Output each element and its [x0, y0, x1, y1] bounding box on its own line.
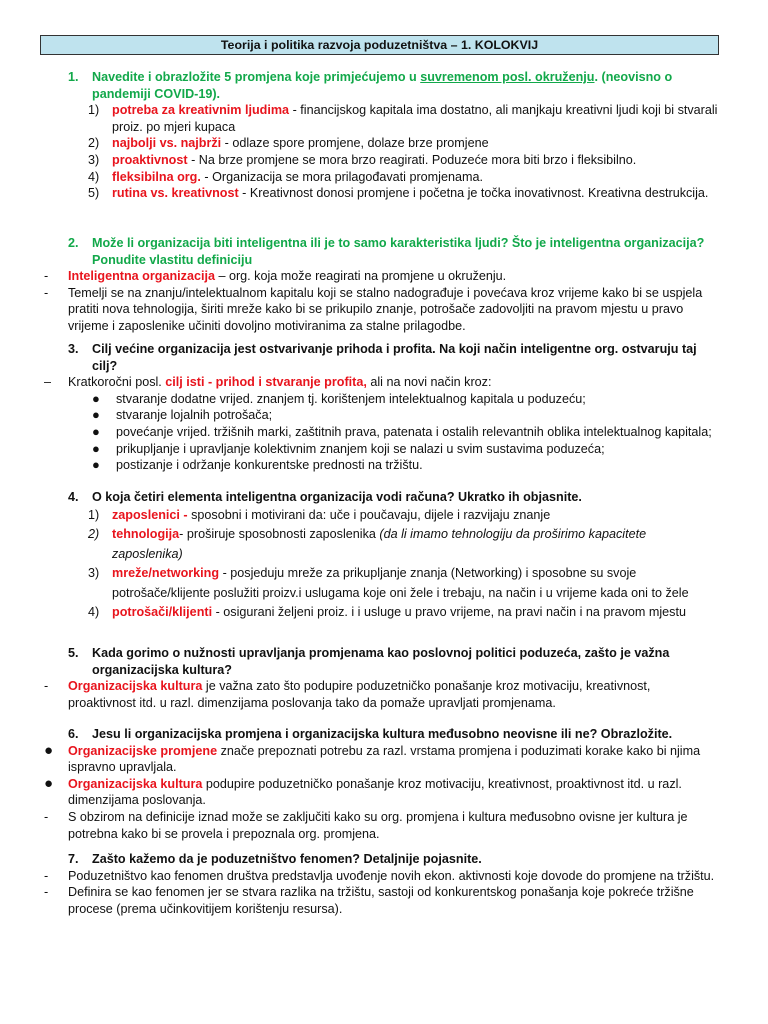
item-text: prikupljanje i upravljanje kolektivnim znanjem koji se nalazi u svim sustavima poduzeća; — [116, 441, 605, 456]
list-item — [88, 152, 718, 169]
dash-item — [44, 374, 718, 391]
question-5-heading — [68, 645, 718, 678]
question-7-heading — [68, 851, 718, 868]
item-text: - odlaze spore promjene, dolaze brze promjene — [221, 136, 489, 151]
item-text: Poduzetništvo kao fenomen društva predstavlja uvođenje novih ekon. aktivnosti koje dovode do promjene na tržištu. — [68, 868, 715, 883]
list-item — [88, 185, 718, 202]
question-4 — [68, 489, 718, 623]
bullet-item — [92, 391, 718, 408]
question-text: . (neovisno o pandemiji COVID-19). — [92, 70, 673, 101]
question-3-heading — [68, 341, 718, 374]
key-term: tehnologija — [112, 527, 180, 542]
item-text: ali na novi način kroz: — [366, 375, 492, 390]
item-text: - financijskog kapitala ima dostatno, ali manjkaju kreativni ljudi koji bi stvarali proiz. po mjeri kupaca — [112, 103, 718, 134]
item-text: stvaranje lojalnih potrošača; — [116, 408, 273, 423]
dash-item — [44, 884, 718, 917]
question-6-heading — [68, 726, 718, 743]
list-item — [88, 102, 718, 135]
item-number: 1) — [88, 103, 100, 118]
key-term: rutina vs. kreativnost — [112, 186, 239, 201]
question-number: 7. — [68, 852, 79, 866]
dash-item — [44, 809, 718, 842]
key-term: Organizacijska kultura — [68, 776, 203, 791]
question-text: Cilj većine organizacija jest ostvarivanje prihoda i profita. Na koji način inteligentne org. ostvaruju taj cilj? — [92, 342, 697, 373]
list-item — [88, 564, 718, 603]
key-term: proaktivnost — [112, 152, 188, 167]
question-text: O koja četiri elementa inteligentna organizacija vodi računa? Ukratko ih objasnite. — [92, 490, 582, 504]
dash-marker: – — [44, 375, 52, 390]
bullet-item — [44, 743, 718, 776]
dash-marker: - — [44, 285, 49, 300]
question-number: 1. — [68, 70, 79, 84]
question-number: 6. — [68, 727, 79, 741]
question-number: 5. — [68, 646, 79, 660]
item-text: - Organizacija se mora prilagođavati promjenama. — [200, 169, 483, 184]
item-text: znače prepoznati potrebu za razl. vrstama promjena i poduzimati korake kako bi njima ispravno upravljala. — [68, 743, 701, 775]
key-term: Organizacijske promjene — [68, 743, 218, 758]
question-text: Jesu li organizacijska promjena i organizacijska kultura međusobno neovisne ili ne? Obrazložite. — [92, 727, 673, 741]
item-text: – org. koja može reagirati na promjene u okruženju. — [214, 269, 507, 284]
item-text: povećanje vrijed. tržišnih marki, zaštitnih prava, patenata i ostalih relevantnih oblika intelektualnog kapitala; — [116, 424, 712, 439]
item-text: - osigurani željeni proiz. i i usluge u pravo vrijeme, na pravi način i na pravom mjestu — [212, 605, 686, 620]
item-text: S obzirom na definicije iznad može se zaključiti kako su org. promjena i kultura međusobno ovisne jer kultura je potrebna kako bi se provela i prepoznala org. promjena. — [68, 809, 688, 841]
key-term: potreba za kreativnim ljudima — [112, 103, 290, 118]
dash-marker: - — [44, 269, 49, 284]
item-text: Kratkoročni posl. — [68, 375, 166, 390]
question-6 — [44, 726, 718, 842]
question-text: Kada gorimo o nužnosti upravljanja promjenama kao poslovnoj politici poduzeća, zašto je važna organizacijska kultura? — [92, 646, 670, 677]
bullet-icon: ● — [44, 741, 54, 759]
item-text: - posjeduju mreže za prikupljanje znanja (Networking) i sposobne su svoje potrošače/klijente poslužiti proizv.i uslugama koje oni žele i trebaju, na način i u vrijeme kada oni to žele — [112, 566, 689, 600]
list-item — [88, 525, 718, 564]
item-text: Temelji se na znanju/intelektualnom kapitalu koji se stalno nadograđuje i povećava kroz vrijeme kako bi se uspjela pratiti nova tehnologija, širiti mreže kako bi se prikupilo znanje, potrošače zadovoljiti na pravom mjestu u pravo vrijeme i zaposlenike učiniti dovoljno motiviranima za stalne prilagodbe. — [68, 285, 703, 333]
bullet-item — [44, 776, 718, 809]
item-number: 5) — [88, 186, 100, 201]
dash-marker: - — [44, 868, 49, 883]
key-term: najbolji vs. najbrži — [112, 136, 222, 151]
key-term: mreže/networking — [112, 566, 220, 581]
list-item — [88, 603, 718, 623]
key-term: cilj isti - prihod i stvaranje profita, — [165, 375, 367, 390]
item-number: 3) — [88, 566, 100, 581]
item-number: 2) — [88, 136, 100, 151]
bullet-icon: ● — [92, 423, 100, 439]
question-text: Može li organizacija biti inteligentna ili je to samo karakteristika ljudi? Što je inteligentna organizacija? Ponudite vlastitu definiciju — [92, 236, 705, 267]
question-7 — [44, 851, 718, 917]
item-number: 1) — [88, 507, 100, 522]
key-term: zaposlenici - — [112, 507, 192, 522]
dash-item — [44, 268, 718, 285]
question-text: Zašto kažemo da je poduzetništvo fenomen? Detaljnije pojasnite. — [92, 852, 482, 866]
bullet-icon: ● — [92, 457, 100, 473]
dash-marker: - — [44, 679, 49, 694]
key-term: fleksibilna org. — [112, 169, 201, 184]
bullet-item — [92, 424, 718, 441]
item-text: Definira se kao fenomen jer se stvara razlika na tržištu, sastoji od konkurentskog ponašanja koje pokreće tržišne procese (prema učinkovitijem korištenju resursa). — [68, 885, 694, 916]
item-text: - Kreativnost donosi promjene i početna je točka inovativnost. Kreativna destrukcija. — [238, 186, 709, 201]
key-term: Inteligentna organizacija — [68, 269, 215, 284]
item-number: 2) — [88, 527, 100, 542]
list-item — [88, 135, 718, 152]
list-item — [88, 169, 718, 186]
bullet-icon: ● — [92, 407, 100, 423]
bullet-icon: ● — [92, 390, 100, 406]
bullet-icon: ● — [92, 440, 100, 456]
italic-note: (da li imamo tehnologiju da proširimo kapacitete zaposlenika) — [112, 527, 647, 561]
bullet-item — [92, 441, 718, 458]
bullet-item — [92, 407, 718, 424]
item-text: postizanje i održanje konkurentske prednosti na tržištu. — [116, 458, 423, 473]
page-title: Teorija i politika razvoja poduzetništva – 1. KOLOKVIJ — [40, 35, 719, 55]
question-number: 3. — [68, 342, 79, 356]
question-2-heading — [68, 235, 718, 268]
question-number: 4. — [68, 490, 79, 504]
item-text: podupire poduzetničko ponašanje kroz motivaciju, kreativnost, proaktivnost itd. u razl. dimenzijama poslovanja. — [68, 776, 682, 808]
dash-item — [44, 868, 718, 885]
item-number: 4) — [88, 169, 100, 184]
item-text: je važna zato što podupire poduzetničko ponašanje kroz motivaciju, kreativnost, proaktivnost itd. u razl. dimenzijama poslovanja tako da pomaže upravljati promjenama. — [68, 679, 651, 710]
item-number: 3) — [88, 152, 100, 167]
question-3 — [44, 341, 718, 474]
question-4-heading — [68, 489, 718, 506]
question-number: 2. — [68, 236, 79, 250]
dash-marker: - — [44, 885, 49, 900]
key-term: potrošači/klijenti — [112, 605, 213, 620]
bullet-icon: ● — [44, 774, 54, 792]
question-1 — [68, 69, 718, 202]
dash-item — [44, 678, 718, 711]
list-item — [88, 506, 718, 526]
question-2 — [44, 235, 718, 335]
question-text: Navedite i obrazložite 5 promjena koje primjećujemo u — [92, 70, 421, 84]
dash-item — [44, 285, 718, 335]
item-number: 4) — [88, 605, 100, 620]
underlined-text: suvremenom posl. okruženju — [420, 70, 595, 84]
dash-marker: - — [44, 809, 49, 824]
item-text: - Na brze promjene se mora brzo reagirati. Poduzeće mora biti brzo i fleksibilno. — [187, 152, 637, 167]
item-text: stvaranje dodatne vrijed. znanjem tj. korištenjem intelektualnog kapitala u poduzeću; — [116, 391, 586, 406]
item-text: - proširuje sposobnosti zaposlenika — [179, 527, 380, 542]
key-term: Organizacijska kultura — [68, 679, 203, 694]
bullet-item — [92, 457, 718, 474]
question-1-heading — [68, 69, 718, 102]
question-5 — [44, 645, 718, 711]
item-text: sposobni i motivirani da: uče i poučavaju, dijele i razvijaju znanje — [191, 507, 551, 522]
